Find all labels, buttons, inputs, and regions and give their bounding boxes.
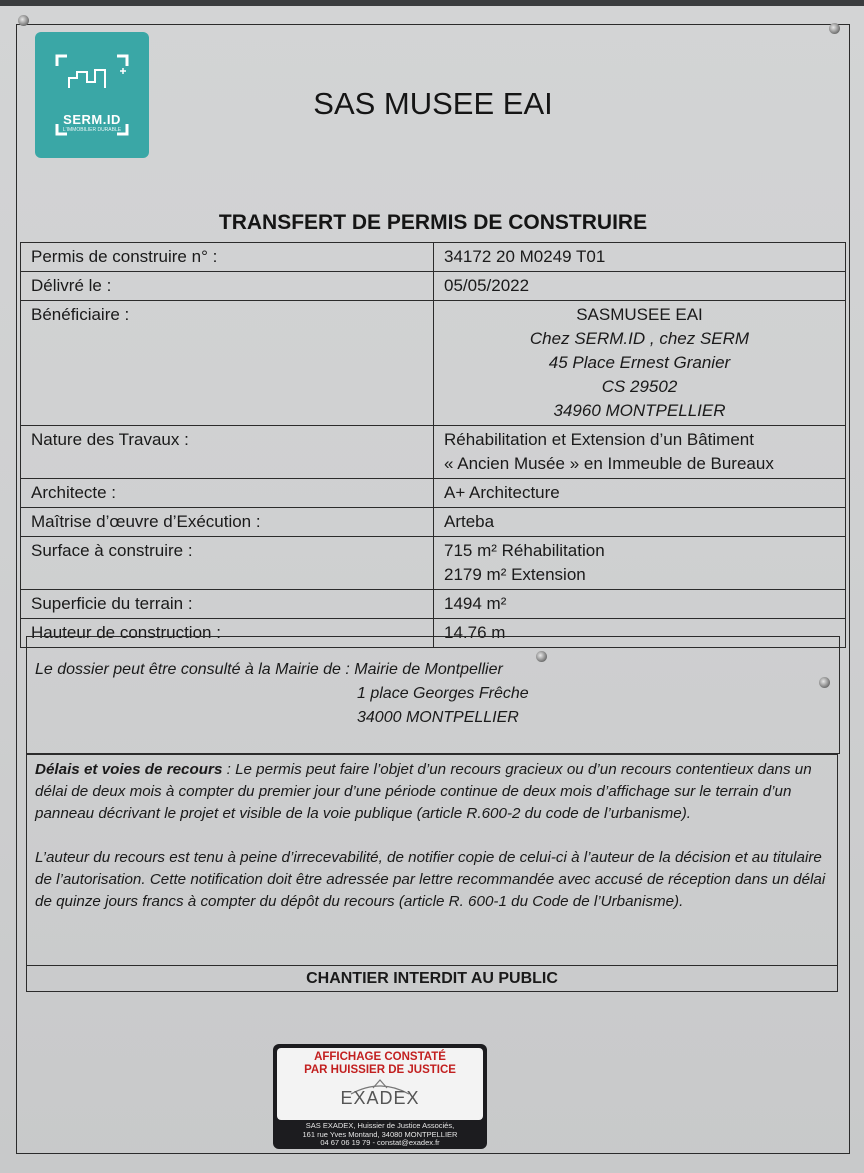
row-label: Surface à construire : — [21, 537, 434, 590]
surface-line: 715 m² Réhabilitation — [444, 541, 605, 560]
beneficiary-line: CS 29502 — [601, 377, 678, 396]
bailiff-stamp — [273, 1044, 487, 1149]
page-title: SAS MUSEE EAI — [313, 86, 553, 121]
row-value — [434, 301, 846, 426]
top-edge — [0, 0, 864, 6]
screw-icon — [18, 15, 29, 26]
stamp-title-line: PAR HUISSIER DE JUSTICE — [304, 1064, 456, 1076]
row-label: Architecte : — [21, 479, 434, 508]
table-row — [21, 243, 846, 272]
table-row — [21, 479, 846, 508]
beneficiary-line: 45 Place Ernest Granier — [548, 353, 731, 372]
works-line: Réhabilitation et Extension d’un Bâtiment — [444, 430, 754, 449]
table-row — [21, 590, 846, 619]
beneficiary-line: 34960 MONTPELLIER — [553, 401, 726, 420]
appeal-text: : Le permis peut faire l’objet d’un recours gracieux ou d’un recours contentieux dans un délai de deux mois à compter du premier jour d’une période continue de deux mois d’affichage sur le terrain d’un panneau décrivant le projet et visible de la voie publique (article R.600-2 du code de l’urbanisme). — [35, 761, 812, 822]
logo-name: SERM.ID — [63, 112, 121, 127]
appeal-notice — [26, 754, 838, 966]
consultation-city: 34000 MONTPELLIER — [357, 709, 519, 726]
row-value: Arteba — [434, 508, 846, 537]
stamp-contact: 04 67 06 19 79 - constat@exadex.fr — [320, 1138, 440, 1147]
row-label: Hauteur de construction : — [21, 619, 434, 648]
row-value: A+ Architecture — [434, 479, 846, 508]
table-row — [21, 272, 846, 301]
row-value: 14.76 m — [434, 619, 846, 648]
table-row — [21, 301, 846, 426]
row-label: Délivré le : — [21, 272, 434, 301]
permit-sign-panel — [0, 4, 864, 1173]
row-value — [434, 537, 846, 590]
row-value: 1494 m² — [434, 590, 846, 619]
no-public-notice: CHANTIER INTERDIT AU PUBLIC — [26, 965, 838, 992]
beneficiary-line: Chez SERM.ID , chez SERM — [529, 329, 750, 348]
appeal-text-2: L’auteur du recours est tenu à peine d’irrecevabilité, de notifier copie de celui-ci à l’auteur de la décision et au titulaire de l’autorisation. Cette notification doit être adressée par lettre recommandée avec accusé de réception dans un délai de quinze jours francs à compter du dépôt du recours (article R. 600-1 du Code de l’Urbanisme). — [35, 849, 826, 910]
row-value: 05/05/2022 — [434, 272, 846, 301]
row-label: Superficie du terrain : — [21, 590, 434, 619]
row-label: Bénéficiaire : — [21, 301, 434, 426]
consultation-address: 1 place Georges Frêche — [357, 685, 529, 702]
stamp-label — [277, 1048, 483, 1120]
beneficiary-name: SASMUSEE EAI — [576, 305, 703, 324]
appeal-heading: Délais et voies de recours — [35, 761, 223, 778]
section-title: TRANSFERT DE PERMIS DE CONSTRUIRE — [218, 211, 648, 234]
table-row — [21, 537, 846, 590]
stamp-address-line: SAS EXADEX, Huissier de Justice Associés, — [305, 1121, 455, 1130]
table-row — [21, 426, 846, 479]
row-label: Nature des Travaux : — [21, 426, 434, 479]
surface-line: 2179 m² Extension — [444, 565, 586, 584]
stamp-title-line: AFFICHAGE CONSTATÉ — [314, 1051, 446, 1063]
stamp-address — [273, 1122, 487, 1148]
stamp-emblem-icon — [277, 1048, 483, 1120]
row-label: Maîtrise d’œuvre d’Exécution : — [21, 508, 434, 537]
consultation-line: Le dossier peut être consulté à la Mairie de : Mairie de Montpellier — [35, 661, 503, 678]
table-row — [21, 508, 846, 537]
stamp-brand: EXADEX — [340, 1088, 420, 1108]
row-value — [434, 426, 846, 479]
consultation-box — [26, 636, 840, 754]
row-label: Permis de construire n° : — [21, 243, 434, 272]
works-line: « Ancien Musée » en Immeuble de Bureaux — [444, 454, 774, 473]
logo-tagline: L'IMMOBILIER DURABLE — [62, 127, 122, 133]
row-value: 34172 20 M0249 T01 — [434, 243, 846, 272]
stamp-address-line: 161 rue Yves Montand, 34080 MONTPELLIER — [302, 1129, 458, 1139]
screw-icon — [829, 23, 840, 34]
permit-table — [20, 242, 846, 648]
